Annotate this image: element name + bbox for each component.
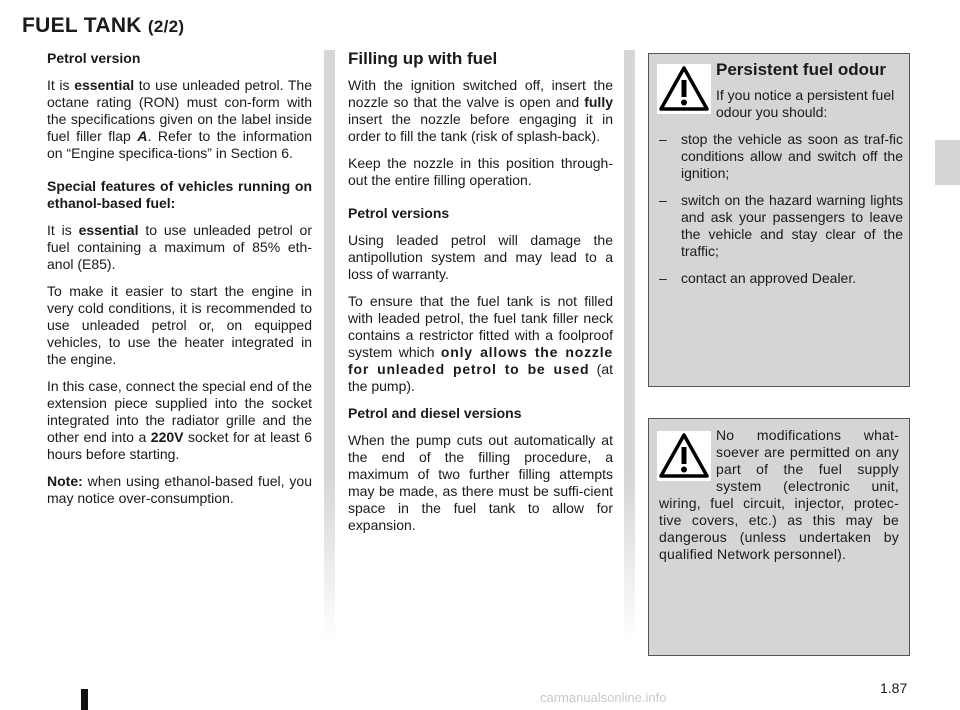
text: socket for at least 6 hours before starting. (47, 429, 312, 462)
dash: – (659, 270, 667, 286)
ethanol-heading: Special features of vehicles running on ethanol-based fuel: (47, 178, 312, 211)
title-text: FUEL TANK (22, 14, 142, 37)
list-item (659, 270, 903, 287)
pump-paragraph: When the pump cuts out automatically at the end of the filling procedure, a maximum of two further filling attempts may be made, as there must be suffi-cient space in the fuel tank to allow for expansion. (348, 432, 613, 533)
corner-mark (81, 689, 88, 710)
heater-paragraph (47, 378, 312, 463)
emphasis: essential (78, 222, 139, 238)
label-reference: A (137, 128, 148, 144)
cold-start-paragraph: To make it easier to start the engine in very cold conditions, it is recommended to use unleaded petrol or, on equipped vehicles, to use the heater integrated in the engine. (47, 283, 312, 367)
restrictor-paragraph (348, 293, 613, 395)
text: To ensure that the fuel tank is not filled with leaded petrol, the fuel tank filler neck contains a restrictor fitted with a foolproof system which (348, 293, 613, 360)
list-item (659, 131, 903, 182)
warning-list (659, 131, 903, 297)
text: With the ignition switched off, insert the nozzle so that the valve is open and (348, 77, 613, 110)
page-number: 1.87 (880, 680, 908, 696)
column-divider (624, 50, 635, 642)
petrol-versions-heading: Petrol versions (348, 205, 450, 221)
page-title (22, 14, 184, 38)
column-divider (324, 50, 335, 642)
leaded-paragraph: Using leaded petrol will damage the antipollution system and may lead to a loss of warranty. (348, 232, 613, 282)
dash: – (659, 131, 667, 147)
list-item-text: contact an approved Dealer. (681, 270, 857, 286)
text: (at the pump). (348, 361, 613, 394)
section-tab (935, 140, 960, 185)
title-part: (2/2) (147, 17, 185, 36)
watermark: carmanualsonline.info (540, 690, 667, 705)
text: It is (47, 77, 75, 93)
text: In this case, connect the special end of the extension piece supplied into the socket integrated into the radiator grille and the other end into a (47, 378, 312, 445)
emphasis: essential (74, 77, 135, 93)
list-item-text: switch on the hazard warning lights and ask your passengers to leave the vehicle and stay clear of the traffic; (681, 192, 903, 259)
fuel-odour-warning-box (648, 53, 910, 387)
modification-warning-box (648, 418, 910, 656)
filling-paragraph (348, 77, 613, 145)
emphasis: 220V (150, 429, 184, 445)
text: insert the nozzle before engaging it in order to fill the tank (risk of splash-back). (348, 111, 613, 144)
list-item (659, 192, 903, 260)
left-column (47, 50, 312, 517)
nozzle-paragraph: Keep the nozzle in this position through-out the entire filling operation. (348, 155, 613, 188)
text: It is (47, 222, 79, 238)
emphasis: only allows the nozzle for unleaded petrol to be used (348, 344, 613, 377)
petrol-diesel-heading: Petrol and diesel versions (348, 405, 522, 421)
middle-column (348, 50, 613, 544)
petrol-paragraph (47, 77, 312, 162)
text: when using ethanol-based fuel, you may notice over-consumption. (47, 473, 312, 506)
note-paragraph (47, 473, 312, 507)
text: to use unleaded petrol. The octane rating (RON) must con-form with the specifications given on the label inside fuel filler flap (47, 77, 312, 144)
petrol-heading: Petrol version (47, 50, 141, 66)
warning-text-container (649, 427, 909, 563)
note-label: Note: (47, 473, 83, 489)
warning-triangle-icon (657, 64, 711, 114)
emphasis: fully (584, 94, 613, 110)
warning-intro: If you notice a persistent fuel odour you should: (716, 87, 895, 120)
list-item-text: stop the vehicle as soon as traf-fic conditions allow and switch off the ignition; (681, 131, 903, 181)
dash: – (659, 192, 667, 208)
warning-text: No modifications what-soever are permitted on any part of the fuel supply system (electronic unit, wiring, fuel circuit, injector, protec-tive covers, etc.) as this may be dangerous (unless undertaken by qualified Network personnel). (659, 427, 899, 562)
text: to use unleaded petrol or fuel containing a maximum of 85% eth-anol (E85). (47, 222, 312, 272)
warning-title: Persistent fuel odour (716, 60, 887, 79)
text: . Refer to the information on “Engine specifica-tions” in Section 6. (47, 128, 313, 161)
filling-heading: Filling up with fuel (348, 49, 498, 68)
ethanol-paragraph (47, 222, 312, 273)
